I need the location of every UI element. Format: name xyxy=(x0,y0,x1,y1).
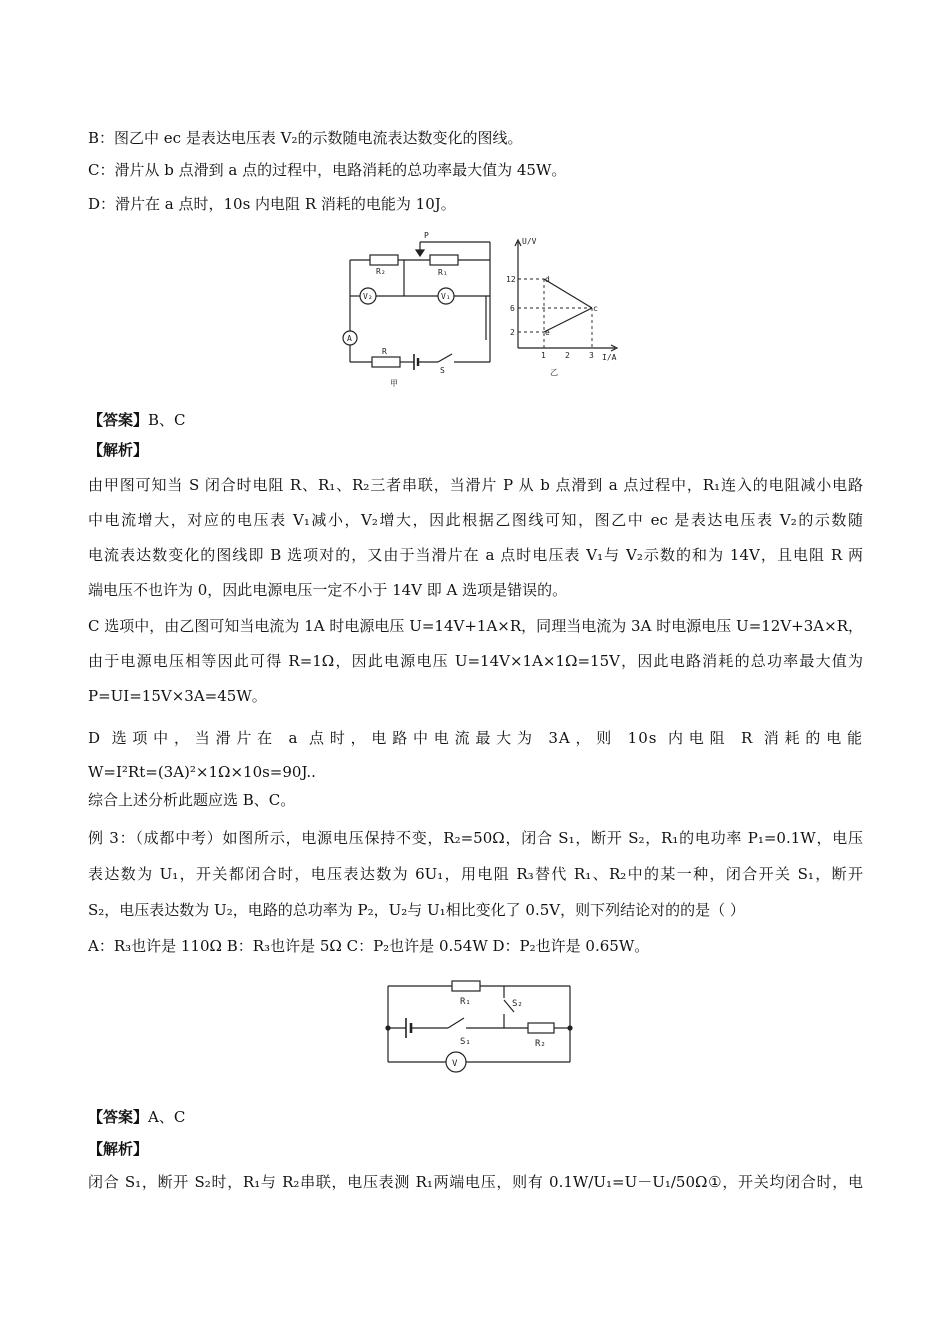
label-v2: V₂ xyxy=(363,292,373,301)
point-c: c xyxy=(593,304,598,313)
y-tick-12: 12 xyxy=(506,275,516,284)
analysis-1-line-2: 中电流增大，对应的电压表 V₁减小，V₂增大，因此根据乙图线可知，图乙中 ec 是表达电压表 V₂的示数随 xyxy=(88,511,863,529)
analysis-2-line-1: C 选项中，由乙图可知当电流为 1A 时电源电压 U=14V+1A×R，同理当电流为 3A 时电源电压 U=12V+3A×R， xyxy=(88,617,863,635)
graph-line-ec xyxy=(544,308,592,332)
answer-value: B、C xyxy=(148,411,186,429)
label-a: A xyxy=(347,334,352,343)
analysis-2-text: 闭合 S₁，断开 S₂时，R₁与 R₂串联，电压表测 R₁两端电压，则有 0.1W/U₁=U－U₁/50Ω①，开关均闭合时，电 xyxy=(88,1173,863,1191)
answer-label: 【答案】 xyxy=(88,411,149,429)
analysis-3-line-1: D 选项中，当滑片在 a 点时，电路中电流最大为 3A，则 10s 内电阻 R 消耗的电能 xyxy=(88,729,863,747)
option-c: C：滑片从 b 点滑到 a 点的过程中，电路消耗的总功率最大值为 45W。 xyxy=(88,161,567,179)
analysis-2-line-2: 由于电源电压相等因此可得 R=1Ω，因此电源电压 U=14V×1A×1Ω=15V，因此电路消耗的总功率最大值为 xyxy=(88,652,863,670)
point-d: d xyxy=(545,275,550,284)
example3-line-3: S₂，电压表达数为 U₂，电路的总功率为 P₂，U₂与 U₁相比变化了 0.5V，则下列结论对的的是（ ） xyxy=(88,901,745,919)
x-tick-2: 2 xyxy=(565,351,570,360)
label-v: V xyxy=(452,1059,458,1069)
label-r1: R₁ xyxy=(460,997,471,1007)
label-s: S xyxy=(440,366,445,375)
y-tick-2: 2 xyxy=(510,328,515,337)
analysis-conclusion: 综合上述分析此题应选 B、C。 xyxy=(88,791,296,809)
label-r2: R₂ xyxy=(376,267,386,276)
resistor-r2 xyxy=(370,255,398,265)
answer-value: A、C xyxy=(148,1108,186,1126)
caption-jia: 甲 xyxy=(390,379,398,388)
analysis-2-line-3: P=UI=15V×3A=45W。 xyxy=(88,687,267,705)
option-d: D：滑片在 a 点时，10s 内电阻 R 消耗的电能为 10J。 xyxy=(88,195,456,213)
point-e: e xyxy=(545,328,550,337)
example3-line-1: 例 3：（成都中考）如图所示，电源电压保持不变，R₂=50Ω，闭合 S₁，断开 S₂，R₁的电功率 P₁=0.1W，电压 xyxy=(88,829,863,847)
figure-2 xyxy=(380,972,580,1082)
analysis-1-line-1: 由甲图可知当 S 闭合时电阻 R、R₁、R₂三者串联，当滑片 P 从 b 点滑到 a 点过程中，R₁连入的电阻减小电路 xyxy=(88,476,863,494)
option-b: B：图乙中 ec 是表达电压表 V₂的示数随电流表达数变化的图线。 xyxy=(88,129,523,147)
answer-1 xyxy=(88,410,186,430)
rheostat-r1 xyxy=(430,255,458,265)
analysis-3-line-2: W=I²Rt=(3A)²×1Ω×10s=90J.. xyxy=(88,763,316,781)
example3-line-2: 表达数为 U₁，开关都闭合时，电压表达数为 6U₁，用电阻 R₃替代 R₁、R₂中的某一种，闭合开关 S₁，断开 xyxy=(88,865,863,883)
analysis-label-2: 【解析】 xyxy=(88,1140,149,1158)
label-p: P xyxy=(424,231,429,240)
caption-yi: 乙 xyxy=(550,368,558,377)
resistor-r1 xyxy=(452,981,480,991)
y-tick-6: 6 xyxy=(510,304,515,313)
switch-s1 xyxy=(448,1018,464,1028)
analysis-1-line-4: 端电压不也许为 0，因此电源电压一定不小于 14V 即 A 选项是错误的。 xyxy=(88,581,568,599)
answer-2 xyxy=(88,1107,185,1127)
answer-label: 【答案】 xyxy=(88,1108,149,1126)
label-s2: S₂ xyxy=(512,999,523,1009)
analysis-label-1: 【解析】 xyxy=(88,441,149,459)
analysis-1-line-3: 电流表达数变化的图线即 B 选项对的，又由于当滑片在 a 点时电压表 V₁与 V₂示数的和为 14V，且电阻 R 两 xyxy=(88,546,863,564)
example3-options: A：R₃也许是 110Ω B：R₃也许是 5Ω C：P₂也许是 0.54W D：P₂也许是 0.65W。 xyxy=(88,937,650,955)
graph-line-dc xyxy=(544,279,592,308)
label-r: R xyxy=(382,347,387,356)
x-tick-1: 1 xyxy=(541,351,546,360)
label-v1: V₁ xyxy=(441,292,451,301)
resistor-r xyxy=(372,357,400,367)
figure-1 xyxy=(330,230,630,390)
switch-s xyxy=(438,354,452,362)
graph-x-label: I/A xyxy=(602,353,617,362)
label-s1: S₁ xyxy=(460,1037,471,1047)
label-r1: R₁ xyxy=(438,268,448,277)
label-r2: R₂ xyxy=(535,1039,546,1049)
graph-y-label: U/V xyxy=(522,237,537,246)
x-tick-3: 3 xyxy=(589,351,594,360)
resistor-r2 xyxy=(528,1023,554,1033)
